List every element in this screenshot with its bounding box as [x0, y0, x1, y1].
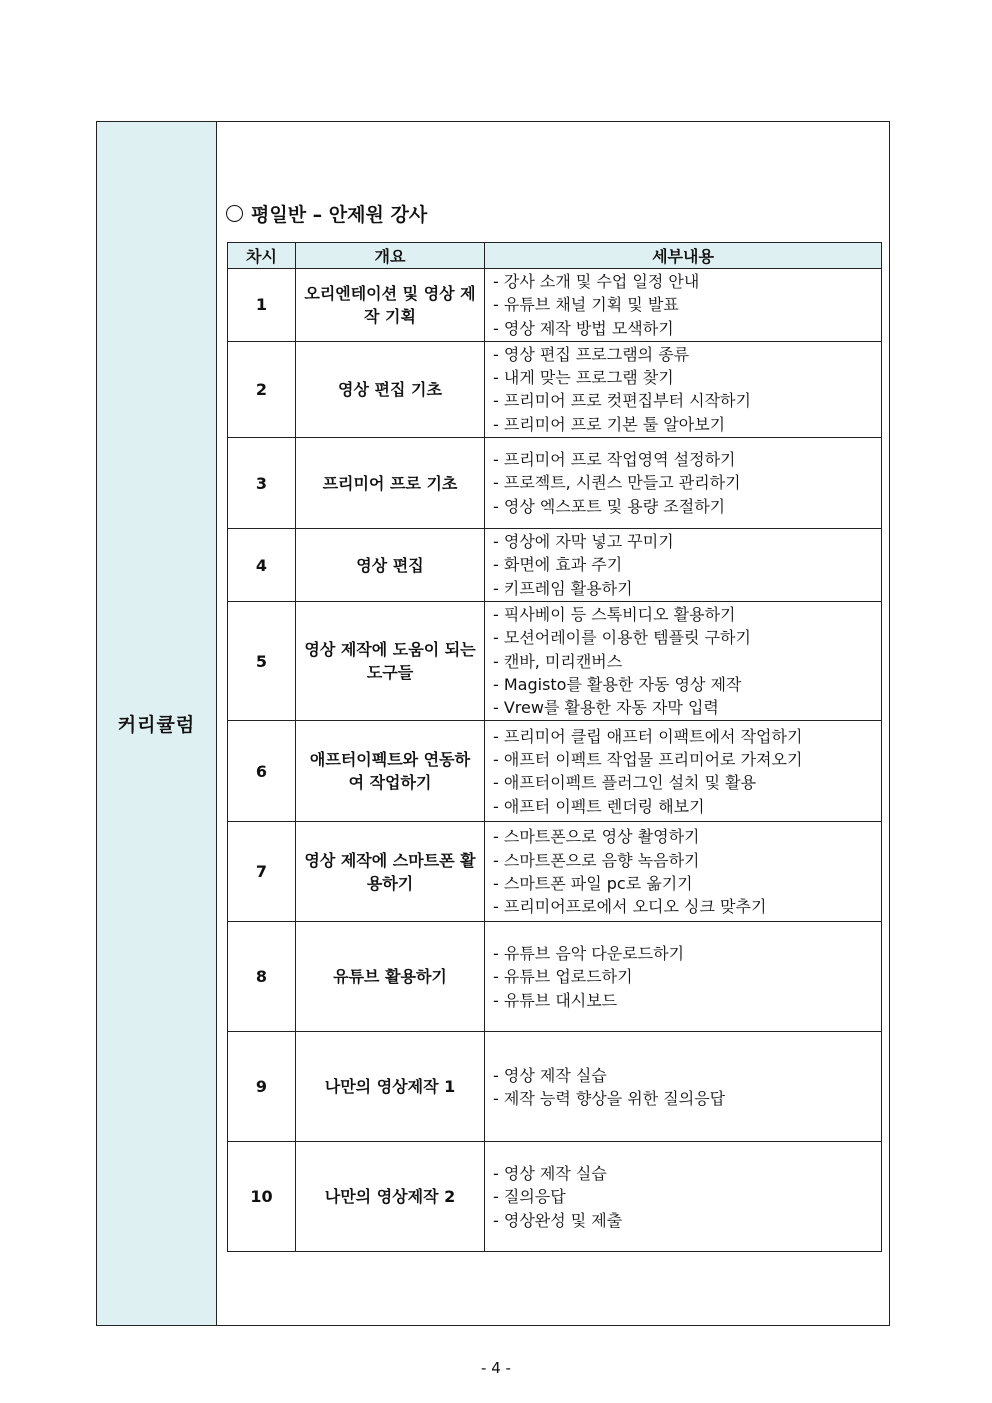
session-number: 3	[228, 438, 296, 529]
section-heading	[226, 200, 427, 227]
detail-item: - 영상 제작 실습	[493, 1064, 873, 1087]
detail-list	[493, 530, 873, 600]
session-number: 1	[228, 269, 296, 342]
detail-list	[493, 1064, 873, 1111]
detail-item: - 애프터이펙트 플러그인 설치 및 활용	[493, 771, 873, 794]
session-details	[485, 529, 882, 602]
session-details	[485, 341, 882, 437]
detail-item: - 프리미어 프로 컷편집부터 시작하기	[493, 389, 873, 412]
table-row	[228, 721, 882, 822]
session-number: 6	[228, 721, 296, 822]
detail-item: - 스마트폰으로 음향 녹음하기	[493, 849, 873, 872]
detail-list	[493, 942, 873, 1012]
detail-item: - 영상 제작 실습	[493, 1162, 873, 1185]
side-label-cell	[97, 122, 217, 1325]
table-row	[228, 822, 882, 922]
circle-bullet-icon	[226, 205, 243, 222]
detail-item: - 영상 제작 방법 모색하기	[493, 317, 873, 340]
session-number: 4	[228, 529, 296, 602]
table-row	[228, 922, 882, 1032]
session-details	[485, 922, 882, 1032]
detail-item: - 스마트폰 파일 pc로 옮기기	[493, 872, 873, 895]
detail-list	[493, 270, 873, 340]
detail-item: - 내게 맞는 프로그램 찾기	[493, 366, 873, 389]
page-number: - 4 -	[481, 1359, 511, 1377]
section-title: 평일반 – 안제원 강사	[251, 204, 428, 226]
detail-list	[493, 725, 873, 818]
table-row	[228, 269, 882, 342]
detail-item: - 유튜브 음악 다운로드하기	[493, 942, 873, 965]
curriculum-table	[227, 242, 882, 1252]
session-details	[485, 601, 882, 720]
detail-item: - 스마트폰으로 영상 촬영하기	[493, 825, 873, 848]
session-number: 9	[228, 1032, 296, 1142]
detail-item: - 픽사베이 등 스톡비디오 활용하기	[493, 603, 873, 626]
session-number: 5	[228, 601, 296, 720]
session-details	[485, 1142, 882, 1252]
session-number: 10	[228, 1142, 296, 1252]
table-row	[228, 1032, 882, 1142]
session-title: 나만의 영상제작 1	[296, 1032, 485, 1142]
session-title: 영상 편집 기초	[296, 341, 485, 437]
session-number: 7	[228, 822, 296, 922]
detail-list	[493, 343, 873, 436]
detail-item: - 프리미어 프로 기본 툴 알아보기	[493, 413, 873, 436]
detail-item: - 강사 소개 및 수업 일정 안내	[493, 270, 873, 293]
session-details	[485, 822, 882, 922]
detail-item: - 애프터 이펙트 렌더링 해보기	[493, 795, 873, 818]
detail-item: - 프리미어프로에서 오디오 싱크 맞추기	[493, 895, 873, 918]
content-cell	[217, 122, 889, 1325]
detail-item: - 프리미어 클립 애프터 이팩트에서 작업하기	[493, 725, 873, 748]
table-row	[228, 601, 882, 720]
detail-item: - 제작 능력 향상을 위한 질의응답	[493, 1087, 873, 1110]
session-title: 나만의 영상제작 2	[296, 1142, 485, 1252]
detail-item: - 프로젝트, 시퀀스 만들고 관리하기	[493, 471, 873, 494]
table-header-row	[228, 243, 882, 269]
detail-item: - 캔바, 미리캔버스	[493, 650, 873, 673]
detail-item: - 화면에 효과 주기	[493, 553, 873, 576]
session-title: 영상 편집	[296, 529, 485, 602]
detail-item: - 키프레임 활용하기	[493, 577, 873, 600]
table-row	[228, 1142, 882, 1252]
session-title: 영상 제작에 도움이 되는 도구들	[296, 601, 485, 720]
session-details	[485, 721, 882, 822]
table-row	[228, 438, 882, 529]
detail-item: - Magisto를 활용한 자동 영상 제작	[493, 673, 873, 696]
curriculum-frame	[96, 121, 890, 1326]
session-number: 2	[228, 341, 296, 437]
session-title: 애프터이펙트와 연동하여 작업하기	[296, 721, 485, 822]
detail-item: - 모션어레이를 이용한 템플릿 구하기	[493, 626, 873, 649]
session-details	[485, 438, 882, 529]
header-details: 세부내용	[485, 243, 882, 269]
side-label: 커리큘럼	[117, 714, 196, 736]
detail-item: - 유튜브 대시보드	[493, 989, 873, 1012]
detail-item: - 애프터 이펙트 작업물 프리미어로 가져오기	[493, 748, 873, 771]
header-session: 차시	[228, 243, 296, 269]
detail-list	[493, 448, 873, 518]
detail-list	[493, 1162, 873, 1232]
table-row	[228, 529, 882, 602]
session-details	[485, 269, 882, 342]
session-number: 8	[228, 922, 296, 1032]
header-overview: 개요	[296, 243, 485, 269]
session-title: 프리미어 프로 기초	[296, 438, 485, 529]
detail-item: - 유튜브 업로드하기	[493, 965, 873, 988]
detail-item: - 유튜브 채널 기획 및 발표	[493, 293, 873, 316]
detail-item: - 영상 편집 프로그램의 종류	[493, 343, 873, 366]
session-title: 유튜브 활용하기	[296, 922, 485, 1032]
table-row	[228, 341, 882, 437]
detail-item: - 질의응답	[493, 1185, 873, 1208]
session-details	[485, 1032, 882, 1142]
detail-list	[493, 825, 873, 918]
detail-item: - Vrew를 활용한 자동 자막 입력	[493, 696, 873, 719]
detail-item: - 영상에 자막 넣고 꾸미기	[493, 530, 873, 553]
detail-list	[493, 603, 873, 719]
session-title: 오리엔테이션 및 영상 제작 기획	[296, 269, 485, 342]
detail-item: - 프리미어 프로 작업영역 설정하기	[493, 448, 873, 471]
detail-item: - 영상 엑스포트 및 용량 조절하기	[493, 495, 873, 518]
detail-item: - 영상완성 및 제출	[493, 1209, 873, 1232]
session-title: 영상 제작에 스마트폰 활용하기	[296, 822, 485, 922]
